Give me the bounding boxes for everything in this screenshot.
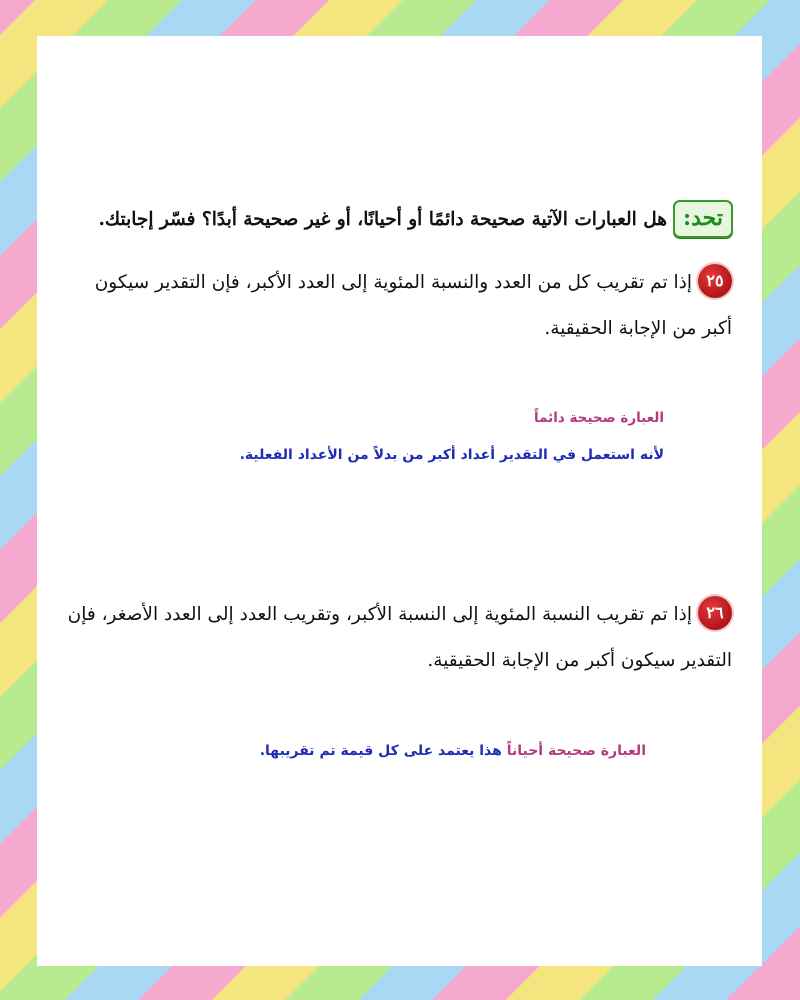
answer-label: العبارة صحيحة أحياناً xyxy=(506,743,646,759)
challenge-badge: تحد: xyxy=(673,200,733,238)
answer-line xyxy=(260,743,646,759)
answer-label: العبارة صحيحة دائماً xyxy=(534,410,664,426)
worksheet-card xyxy=(37,36,762,966)
answer-reason: لأنه استعمل في التقدير أعداد أكبر من بدلاً من الأعداد الفعلية. xyxy=(239,447,664,463)
problem-text: إذا تم تقريب كل من العدد والنسبة المئوية إلى العدد الأكبر، فإن التقدير سيكون أكبر من الإجابة الحقيقية. xyxy=(94,272,732,339)
challenge-header xyxy=(53,200,733,238)
problem-number-badge: ٢٥ xyxy=(698,264,732,298)
challenge-instruction: هل العبارات الآتية صحيحة دائمًا أو أحيانًا، أو غير صحيحة أبدًا؟ فسّر إجابتك. xyxy=(98,208,667,230)
problem-25 xyxy=(67,260,732,352)
problem-26 xyxy=(67,592,732,684)
problem-number-badge: ٢٦ xyxy=(698,596,732,630)
problem-text: إذا تم تقريب النسبة المئوية إلى النسبة الأكبر، وتقريب العدد إلى العدد الأصغر، فإن التقدير سيكون أكبر من الإجابة الحقيقية. xyxy=(67,604,732,671)
answer-reason: هذا يعتمد على كل قيمة تم تقريبها. xyxy=(259,743,502,759)
